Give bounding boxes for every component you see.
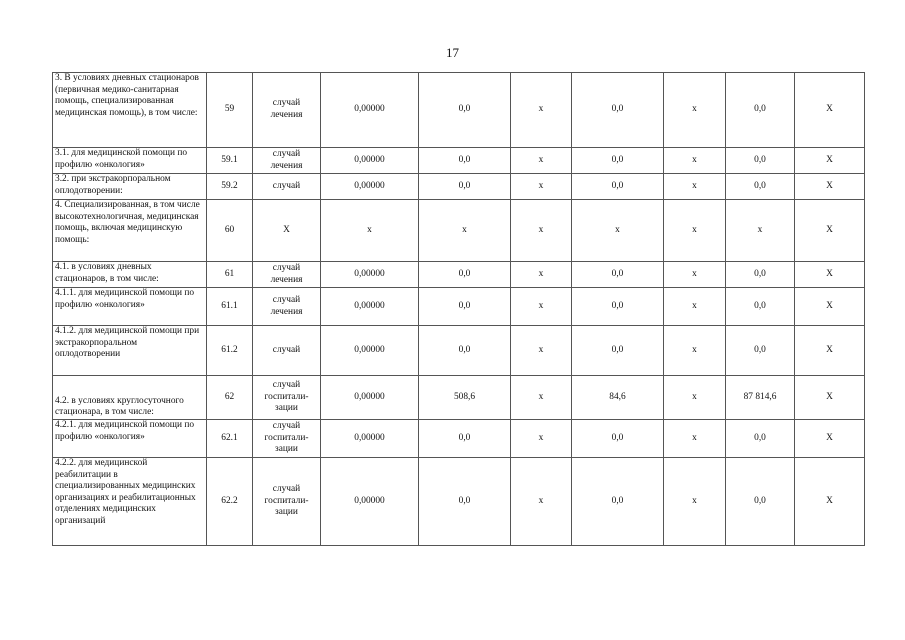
table-row: [53, 326, 865, 376]
cell-value: 0,0: [572, 262, 664, 288]
cell-value: x: [321, 200, 419, 262]
row-unit: случай госпитали-зации: [253, 420, 321, 458]
cell-value: 0,0: [572, 326, 664, 376]
cell-value: x: [664, 174, 726, 200]
cell-value: x: [664, 288, 726, 326]
row-unit: случай: [253, 326, 321, 376]
row-code: 62.2: [207, 458, 253, 546]
cell-value: 0,0: [419, 420, 511, 458]
cell-value: X: [795, 458, 865, 546]
row-name: 4.2.2. для медицинской реабилитации в специализированных медицинских организациях и реабилитационных отделениях медицинских организаций: [53, 458, 207, 546]
indicators-table: [52, 72, 865, 546]
cell-value: x: [664, 376, 726, 420]
row-name: 4. Специализированная, в том числе высокотехнологичная, медицинская помощь, включая медицинскую помощь:: [53, 200, 207, 262]
row-unit: случай лечения: [253, 73, 321, 148]
cell-value: 0,0: [419, 458, 511, 546]
row-unit: случай лечения: [253, 288, 321, 326]
cell-value: 0,0: [726, 326, 795, 376]
table-row: [53, 174, 865, 200]
row-name: 3.2. при экстракорпоральном оплодотворении:: [53, 174, 207, 200]
row-name: 3. В условиях дневных стационаров (первичная медико-санитарная помощь, специализированная медицинская помощь), в том числе:: [53, 73, 207, 148]
cell-value: 0,0: [572, 174, 664, 200]
row-name: 4.1.2. для медицинской помощи при экстракорпоральном оплодотворении: [53, 326, 207, 376]
cell-value: 0,0: [572, 458, 664, 546]
cell-value: 0,00000: [321, 376, 419, 420]
row-code: 61: [207, 262, 253, 288]
cell-value: X: [795, 326, 865, 376]
cell-value: 0,0: [572, 420, 664, 458]
table-row: [53, 420, 865, 458]
row-unit: X: [253, 200, 321, 262]
table-row: [53, 288, 865, 326]
row-unit: случай лечения: [253, 148, 321, 174]
cell-value: x: [664, 420, 726, 458]
cell-value: 0,0: [572, 148, 664, 174]
table-row: [53, 73, 865, 148]
cell-value: 0,00000: [321, 458, 419, 546]
cell-value: x: [664, 326, 726, 376]
cell-value: x: [511, 288, 572, 326]
table-row: [53, 458, 865, 546]
cell-value: 84,6: [572, 376, 664, 420]
cell-value: x: [511, 174, 572, 200]
table-row: [53, 200, 865, 262]
cell-value: X: [795, 200, 865, 262]
cell-value: 0,0: [572, 288, 664, 326]
table-row: [53, 148, 865, 174]
cell-value: 0,0: [726, 420, 795, 458]
row-unit: случай госпитали-зации: [253, 458, 321, 546]
cell-value: X: [795, 376, 865, 420]
cell-value: 508,6: [419, 376, 511, 420]
cell-value: X: [795, 73, 865, 148]
cell-value: 0,00000: [321, 73, 419, 148]
cell-value: 0,0: [726, 148, 795, 174]
cell-value: 0,0: [726, 288, 795, 326]
row-code: 61.2: [207, 326, 253, 376]
cell-value: 0,0: [419, 174, 511, 200]
cell-value: 0,0: [419, 262, 511, 288]
cell-value: 0,0: [572, 73, 664, 148]
cell-value: x: [511, 262, 572, 288]
cell-value: X: [795, 174, 865, 200]
cell-value: x: [511, 420, 572, 458]
cell-value: 0,0: [419, 148, 511, 174]
cell-value: x: [511, 73, 572, 148]
cell-value: 0,0: [726, 174, 795, 200]
cell-value: 0,00000: [321, 148, 419, 174]
row-code: 59.1: [207, 148, 253, 174]
cell-value: X: [795, 148, 865, 174]
cell-value: X: [795, 262, 865, 288]
row-code: 62: [207, 376, 253, 420]
cell-value: 0,0: [419, 73, 511, 148]
table-row: [53, 262, 865, 288]
cell-value: x: [511, 376, 572, 420]
row-name: 3.1. для медицинской помощи по профилю «онкология»: [53, 148, 207, 174]
cell-value: x: [664, 458, 726, 546]
table-body: [53, 73, 865, 546]
cell-value: x: [664, 200, 726, 262]
row-name: 4.1.1. для медицинской помощи по профилю «онкология»: [53, 288, 207, 326]
row-name: 4.2.1. для медицинской помощи по профилю «онкология»: [53, 420, 207, 458]
cell-value: 0,0: [726, 262, 795, 288]
cell-value: 87 814,6: [726, 376, 795, 420]
cell-value: 0,0: [419, 288, 511, 326]
row-code: 59.2: [207, 174, 253, 200]
row-unit: случай лечения: [253, 262, 321, 288]
table-row: [53, 376, 865, 420]
cell-value: x: [511, 148, 572, 174]
cell-value: X: [795, 420, 865, 458]
cell-value: X: [795, 288, 865, 326]
cell-value: 0,0: [726, 458, 795, 546]
cell-value: x: [664, 262, 726, 288]
row-code: 59: [207, 73, 253, 148]
row-unit: случай: [253, 174, 321, 200]
cell-value: 0,00000: [321, 326, 419, 376]
cell-value: 0,0: [419, 326, 511, 376]
cell-value: 0,00000: [321, 288, 419, 326]
row-name: 4.2. в условиях круглосуточного стационара, в том числе:: [53, 376, 207, 420]
row-name: 4.1. в условиях дневных стационаров, в том числе:: [53, 262, 207, 288]
cell-value: 0,00000: [321, 174, 419, 200]
cell-value: x: [511, 200, 572, 262]
row-code: 60: [207, 200, 253, 262]
cell-value: x: [572, 200, 664, 262]
page-number: 17: [446, 45, 459, 60]
cell-value: x: [664, 73, 726, 148]
cell-value: x: [511, 458, 572, 546]
row-unit: случай госпитали-зации: [253, 376, 321, 420]
cell-value: x: [726, 200, 795, 262]
row-code: 62.1: [207, 420, 253, 458]
row-code: 61.1: [207, 288, 253, 326]
cell-value: 0,00000: [321, 420, 419, 458]
cell-value: x: [664, 148, 726, 174]
cell-value: 0,00000: [321, 262, 419, 288]
cell-value: x: [511, 326, 572, 376]
cell-value: x: [419, 200, 511, 262]
cell-value: 0,0: [726, 73, 795, 148]
